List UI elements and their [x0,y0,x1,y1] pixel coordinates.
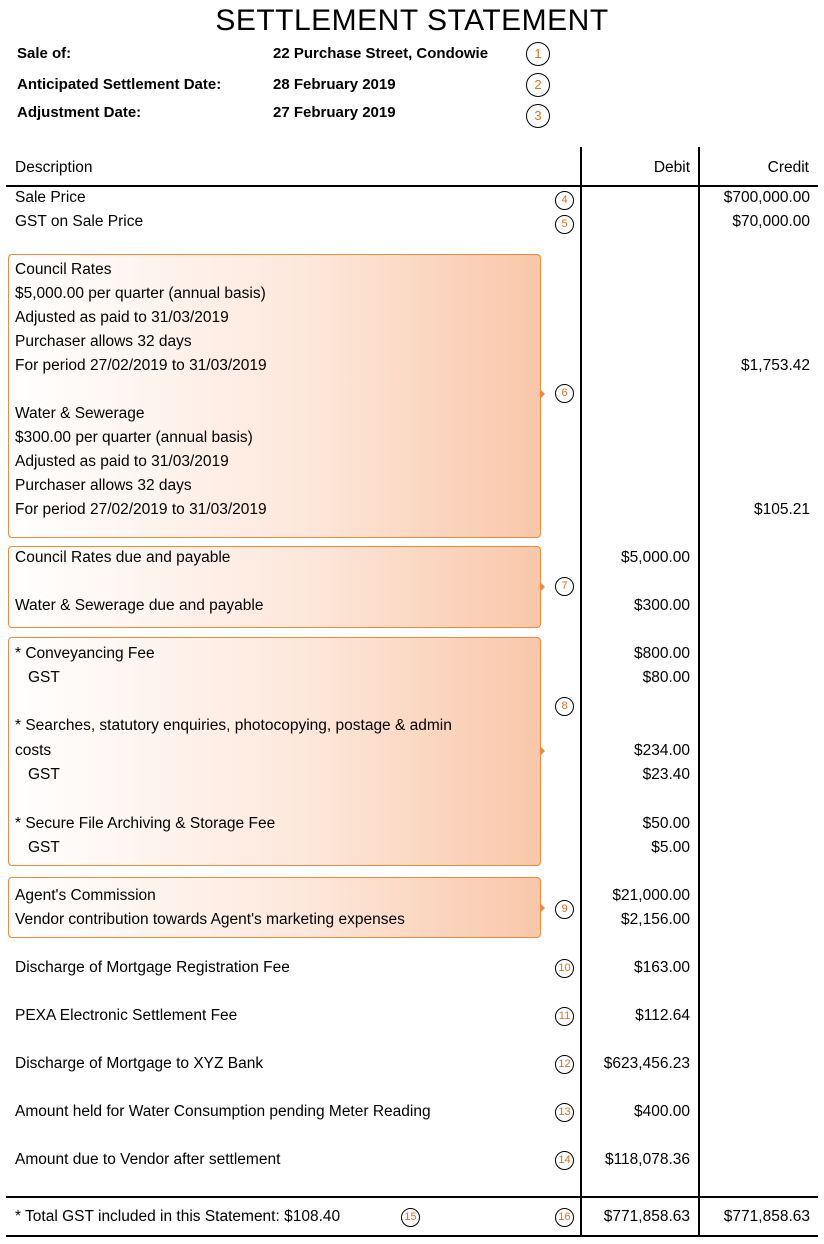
row-searches: * Searches, statutory enquiries, photocopying, postage & admin [15,717,452,734]
water-line: For period 27/02/2019 to 31/03/2019 [15,501,267,518]
searches-debit: $234.00 [633,742,690,759]
ref-badge-12: 12 [555,1055,574,1074]
water-credit: $105.21 [753,501,810,518]
row-conveyancing: * Conveyancing Fee [15,645,155,662]
column-divider-credit [698,147,700,1236]
pexa-debit: $112.64 [635,1007,690,1024]
sale-price-credit: $700,000.00 [723,189,810,206]
vendor-due-debit: $118,078.36 [604,1151,690,1168]
ref-badge-5: 5 [555,215,574,234]
searches-gst-debit: $23.40 [642,766,690,783]
ref-badge-3: 3 [526,104,550,128]
row-discharge-bank: Discharge of Mortgage to XYZ Bank [15,1055,264,1072]
bracket-arrow-9 [540,903,545,913]
water-held-debit: $400.00 [633,1103,690,1120]
ref-badge-14: 14 [555,1151,574,1170]
ref-badge-8: 8 [555,697,574,716]
council-due-debit: $5,000.00 [621,549,690,566]
adjustment-date-value: 27 February 2019 [273,104,396,121]
settlement-date-value: 28 February 2019 [273,76,396,93]
column-header-description: Description [15,159,93,176]
council-rates-line: Purchaser allows 32 days [15,333,192,350]
vendor-contribution-debit: $2,156.00 [621,911,690,928]
row-vendor-contribution: Vendor contribution towards Agent's marketing expenses [15,911,405,928]
sale-of-label: Sale of: [17,45,72,62]
water-line: $300.00 per quarter (annual basis) [15,429,253,446]
ref-badge-16: 16 [555,1208,574,1227]
conveyancing-gst-debit: $80.00 [642,669,690,686]
row-searches-cont: costs [15,742,52,759]
ref-badge-10: 10 [555,959,574,978]
archiving-gst-debit: $5.00 [651,839,690,856]
council-rates-line: Adjusted as paid to 31/03/2019 [15,309,229,326]
row-vendor-due: Amount due to Vendor after settlement [15,1151,281,1168]
conveyancing-debit: $800.00 [633,645,690,662]
water-line: Water & Sewerage [15,405,145,422]
header-rule [6,185,818,187]
row-discharge-fee: Discharge of Mortgage Registration Fee [15,959,290,976]
ref-badge-2: 2 [526,73,550,97]
row-pexa: PEXA Electronic Settlement Fee [15,1007,238,1024]
gst-label: GST [28,669,60,686]
ref-badge-13: 13 [555,1103,574,1122]
gst-sale-credit: $70,000.00 [732,213,810,230]
agent-commission-debit: $21,000.00 [612,887,690,904]
row-water-due: Water & Sewerage due and payable [15,597,264,614]
council-rates-line: $5,000.00 per quarter (annual basis) [15,285,266,302]
archiving-debit: $50.00 [642,815,690,832]
column-divider-debit [580,147,582,1236]
bracket-arrow-7 [540,582,545,592]
bracket-arrow-8 [540,746,545,756]
settlement-date-label: Anticipated Settlement Date: [17,76,222,93]
total-debit: $771,858.63 [603,1208,690,1225]
column-header-debit: Debit [653,159,690,176]
ref-badge-15: 15 [401,1208,420,1227]
ref-badge-1: 1 [526,42,550,66]
water-due-debit: $300.00 [633,597,690,614]
total-credit: $771,858.63 [723,1208,810,1225]
discharge-fee-debit: $163.00 [633,959,690,976]
sale-of-value: 22 Purchase Street, Condowie [273,45,489,62]
council-rates-credit: $1,753.42 [741,357,810,374]
row-sale-price: Sale Price [15,189,86,206]
ref-badge-11: 11 [555,1007,574,1026]
column-header-credit: Credit [767,159,809,176]
discharge-bank-debit: $623,456.23 [603,1055,690,1072]
row-archiving: * Secure File Archiving & Storage Fee [15,815,276,832]
ref-badge-6: 6 [555,384,574,403]
row-council-due: Council Rates due and payable [15,549,231,566]
gst-label: GST [28,766,60,783]
row-gst-sale: GST on Sale Price [15,213,144,230]
ref-badge-4: 4 [555,191,574,210]
gst-label: GST [28,839,60,856]
row-agent-commission: Agent's Commission [15,887,156,904]
total-rule-bottom [6,1235,818,1237]
adjustment-date-label: Adjustment Date: [17,104,142,121]
total-gst-note: * Total GST included in this Statement: $108.40 [15,1208,341,1225]
council-rates-line: For period 27/02/2019 to 31/03/2019 [15,357,267,374]
row-water-held: Amount held for Water Consumption pending Meter Reading [15,1103,431,1120]
ref-badge-9: 9 [555,900,574,919]
ref-badge-7: 7 [555,577,574,596]
water-line: Purchaser allows 32 days [15,477,192,494]
total-rule-top [6,1196,818,1198]
page-title: SETTLEMENT STATEMENT [215,4,609,37]
bracket-arrow-6 [540,389,545,399]
council-rates-line: Council Rates [15,261,112,278]
water-line: Adjusted as paid to 31/03/2019 [15,453,229,470]
